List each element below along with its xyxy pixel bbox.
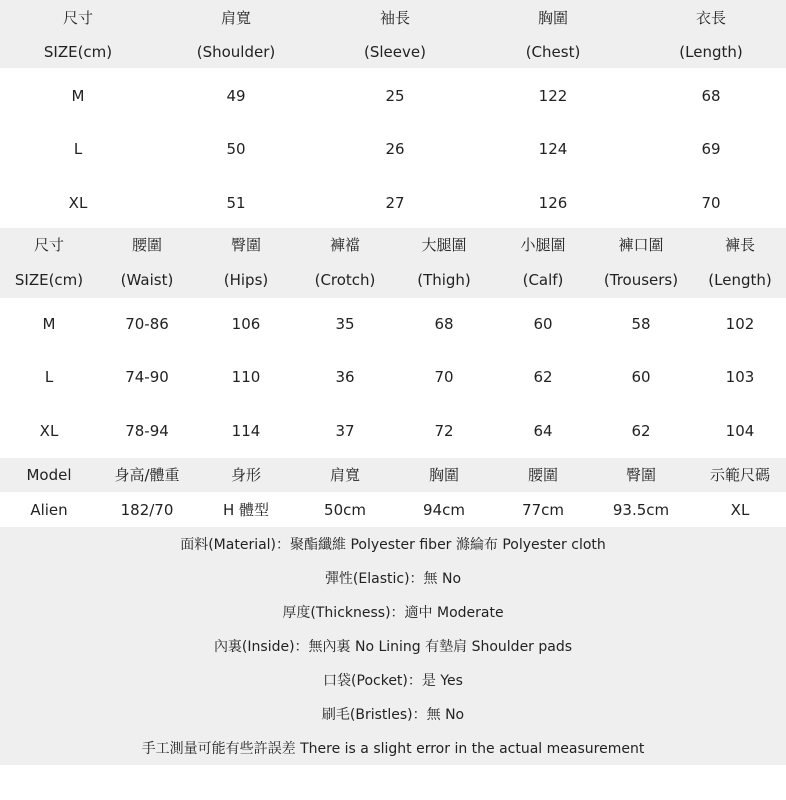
bottom-header-calf-zh: 小腿圍 (520, 236, 566, 254)
model-hips-cell: 93.5cm (612, 501, 670, 519)
model-name-cell: Alien (30, 501, 68, 519)
length-cell: 102 (725, 315, 755, 333)
chest-cell: 124 (538, 140, 568, 158)
crotch-cell: 36 (335, 368, 355, 386)
sleeve-cell: 25 (385, 87, 405, 105)
size-cell: M (42, 315, 56, 333)
table-row (0, 186, 786, 220)
thigh-cell: 72 (434, 422, 454, 440)
size-cell: XL (39, 422, 59, 440)
size-cell: XL (68, 194, 88, 212)
top-header-chest-en: (Chest) (525, 43, 581, 61)
bottom-header-calf-en: (Calf) (522, 271, 564, 289)
top-header-chest-zh: 胸圍 (537, 9, 569, 27)
bristles-note: 刷毛(Bristles)：無 No (321, 707, 465, 723)
size-cell: M (71, 87, 85, 105)
bottom-header-trousers-zh: 褲口圍 (618, 236, 664, 254)
top-header-size-zh: 尺寸 (62, 9, 94, 27)
disclaimer-note: 手工測量可能有些許誤差 There is a slight error in the actual measurement (141, 741, 645, 757)
waist-cell: 78-94 (125, 422, 169, 440)
model-header-hips: 臀圍 (625, 466, 657, 484)
bottom-header-size-zh: 尺寸 (33, 236, 65, 254)
size-cell: L (44, 368, 54, 386)
table-row (0, 307, 786, 341)
calf-cell: 64 (533, 422, 553, 440)
bottom-header-waist-zh: 腰圍 (131, 236, 163, 254)
top-header-length-zh: 衣長 (695, 9, 727, 27)
trousers-cell: 60 (631, 368, 651, 386)
bottom-header-thigh-zh: 大腿圍 (421, 236, 467, 254)
model-height-cell: 182/70 (120, 501, 174, 519)
shoulder-cell: 50 (226, 140, 246, 158)
model-header-body: 身形 (230, 466, 262, 484)
model-shoulder-cell: 50cm (324, 501, 366, 519)
bottom-header-length-en: (Length) (708, 271, 772, 289)
length-cell: 103 (725, 368, 755, 386)
length-cell: 70 (701, 194, 721, 212)
hips-cell: 106 (231, 315, 261, 333)
elastic-note: 彈性(Elastic)：無 No (324, 571, 462, 587)
calf-cell: 60 (533, 315, 553, 333)
crotch-cell: 37 (335, 422, 355, 440)
model-header-model: Model (26, 466, 72, 484)
model-waist-cell: 77cm (522, 501, 564, 519)
thickness-note: 厚度(Thickness)：適中 Moderate (282, 605, 504, 621)
bottom-header-length-zh: 褲長 (724, 236, 756, 254)
model-header-waist: 腰圍 (527, 466, 559, 484)
hips-cell: 110 (231, 368, 261, 386)
thigh-cell: 68 (434, 315, 454, 333)
chest-cell: 122 (538, 87, 568, 105)
pocket-note: 口袋(Pocket)：是 Yes (323, 673, 463, 689)
length-cell: 68 (701, 87, 721, 105)
bottom-header-waist-en: (Waist) (120, 271, 174, 289)
bottom-header-crotch-zh: 褲襠 (329, 236, 361, 254)
table-row (0, 79, 786, 113)
bottom-header-zh-row (0, 228, 786, 262)
waist-cell: 70-86 (125, 315, 169, 333)
length-cell: 104 (725, 422, 755, 440)
bottom-header-en-row (0, 263, 786, 297)
size-cell: L (73, 140, 83, 158)
sleeve-cell: 26 (385, 140, 405, 158)
shoulder-cell: 49 (226, 87, 246, 105)
table-row (0, 360, 786, 394)
model-header-shoulder: 肩寬 (329, 466, 361, 484)
bottom-header-size-en: SIZE(cm) (14, 271, 84, 289)
model-header-size: 示範尺碼 (709, 466, 771, 484)
table-row (0, 132, 786, 166)
top-header-en-row (0, 35, 786, 69)
top-header-sleeve-en: (Sleeve) (364, 43, 426, 61)
top-header-zh-row (0, 1, 786, 35)
model-body-cell: H 體型 (222, 501, 270, 519)
crotch-cell: 35 (335, 315, 355, 333)
trousers-cell: 62 (631, 422, 651, 440)
material-note: 面料(Material)：聚酯纖維 Polyester fiber 滌綸布 Polyester cloth (180, 537, 606, 553)
table-row (0, 414, 786, 448)
model-size-cell: XL (730, 501, 750, 519)
top-header-size-en: SIZE(cm) (43, 43, 113, 61)
shoulder-cell: 51 (226, 194, 246, 212)
table-row (0, 493, 786, 527)
bottom-header-crotch-en: (Crotch) (314, 271, 376, 289)
thigh-cell: 70 (434, 368, 454, 386)
model-header-chest: 胸圍 (428, 466, 460, 484)
model-header-row (0, 458, 786, 492)
waist-cell: 74-90 (125, 368, 169, 386)
model-chest-cell: 94cm (423, 501, 465, 519)
top-header-length-en: (Length) (679, 43, 743, 61)
top-header-shoulder-zh: 肩寬 (220, 9, 252, 27)
bottom-header-hips-en: (Hips) (223, 271, 269, 289)
sleeve-cell: 27 (385, 194, 405, 212)
bottom-header-trousers-en: (Trousers) (603, 271, 679, 289)
top-header-shoulder-en: (Shoulder) (196, 43, 276, 61)
bottom-header-thigh-en: (Thigh) (417, 271, 471, 289)
chest-cell: 126 (538, 194, 568, 212)
hips-cell: 114 (231, 422, 261, 440)
trousers-cell: 58 (631, 315, 651, 333)
inside-note: 內裏(Inside)：無內裏 No Lining 有墊肩 Shoulder pads (213, 639, 573, 655)
top-header-sleeve-zh: 袖長 (379, 9, 411, 27)
length-cell: 69 (701, 140, 721, 158)
bottom-header-hips-zh: 臀圍 (230, 236, 262, 254)
calf-cell: 62 (533, 368, 553, 386)
model-header-height: 身高/體重 (114, 466, 180, 484)
